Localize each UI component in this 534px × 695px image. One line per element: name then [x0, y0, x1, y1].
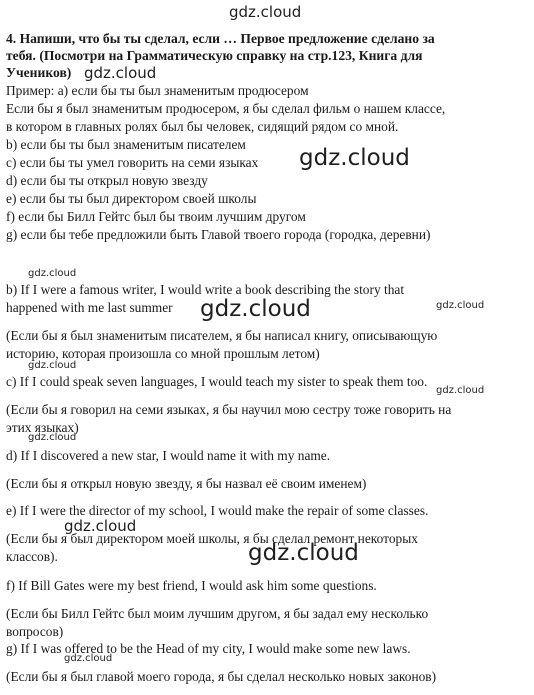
answer-c-english: c) If I could speak seven languages, I would teach my sister to speak them too. [6, 374, 428, 389]
answer-b-english: happened with me last summer [6, 300, 173, 315]
example-line: Если бы я был знаменитым продюсером, я бы сделал фильм о нашем классе, [6, 101, 446, 116]
example-line: в котором в главных ролях был бы человек, сидящий рядом со мной. [6, 119, 399, 134]
prompt-line-d: d) если бы ты открыл новую звезду [6, 173, 208, 188]
watermark: gdz.cloud [64, 653, 113, 664]
prompt-line-f: f) если бы Билл Гейтс был бы твоим лучшим другом [6, 209, 306, 224]
prompt-line-g: g) если бы тебе предложили быть Главой твоего города (городка, деревни) [6, 227, 431, 242]
answer-g-english: g) If I was offered to be the Head of my city, I would make some new laws. [6, 641, 411, 656]
answer-f-english: f) If Bill Gates were my best friend, I would ask him some questions. [6, 578, 377, 593]
prompt-line-c: c) если бы ты умел говорить на семи языках [6, 155, 259, 170]
answer-d-russian: (Если бы я открыл новую звезду, я бы назвал её своим именем) [6, 476, 367, 491]
watermark: gdz.cloud [299, 145, 410, 171]
answer-b-russian: (Если бы я был знаменитым писателем, я бы написал книгу, описывающую [6, 328, 438, 343]
answer-b-english: b) If I were a famous writer, I would write a book describing the story that [6, 282, 405, 297]
answer-c-russian: этих языках) [6, 420, 79, 435]
example-line: Пример: а) если бы ты был знаменитым продюсером [6, 83, 309, 98]
watermark: gdz.cloud [229, 3, 302, 21]
watermark: gdz.cloud [28, 360, 77, 371]
prompt-line-e: e) если бы ты был директором своей школы [6, 191, 257, 206]
answer-f-russian: (Если бы Билл Гейтс был моим лучшим другом, я бы задал ему несколько [6, 606, 429, 621]
watermark: gdz.cloud [200, 296, 311, 322]
watermark: gdz.cloud [248, 540, 359, 566]
watermark: gdz.cloud [436, 385, 485, 396]
prompt-line-b: b) если бы ты был знаменитым писателем [6, 137, 246, 152]
answer-d-english: d) If I discovered a new star, I would name it with my name. [6, 448, 331, 463]
answer-e-russian: классов). [6, 549, 58, 564]
answer-b-russian: историю, которая произошла со мной прошлым летом) [6, 346, 320, 361]
answer-c-russian: (Если бы я говорил на семи языках, я бы научил мою сестру тоже говорить на [6, 402, 452, 417]
watermark: gdz.cloud [436, 300, 485, 311]
answer-e-english: e) If I were the director of my school, I would make the repair of some classes. [6, 503, 429, 518]
answer-g-russian: (Если бы я был главой моего города, я бы сделал несколько новых законов) [6, 669, 437, 684]
task-title-line-1: 4. Напиши, что бы ты сделал, если … Первое предложение сделано за [6, 31, 435, 46]
watermark: gdz.cloud [28, 432, 77, 443]
answer-e-russian: (Если бы я был директором моей школы, я бы сделал ремонт некоторых [6, 531, 418, 546]
watermark: gdz.cloud [84, 64, 157, 82]
watermark: gdz.cloud [28, 268, 77, 279]
task-title-line-2: тебя. (Посмотри на Грамматическую справку на стр.123, Книга для [6, 48, 423, 63]
watermark: gdz.cloud [64, 517, 137, 535]
answer-f-russian: вопросов) [6, 624, 64, 639]
task-title-line-3: Учеников) [6, 65, 72, 80]
